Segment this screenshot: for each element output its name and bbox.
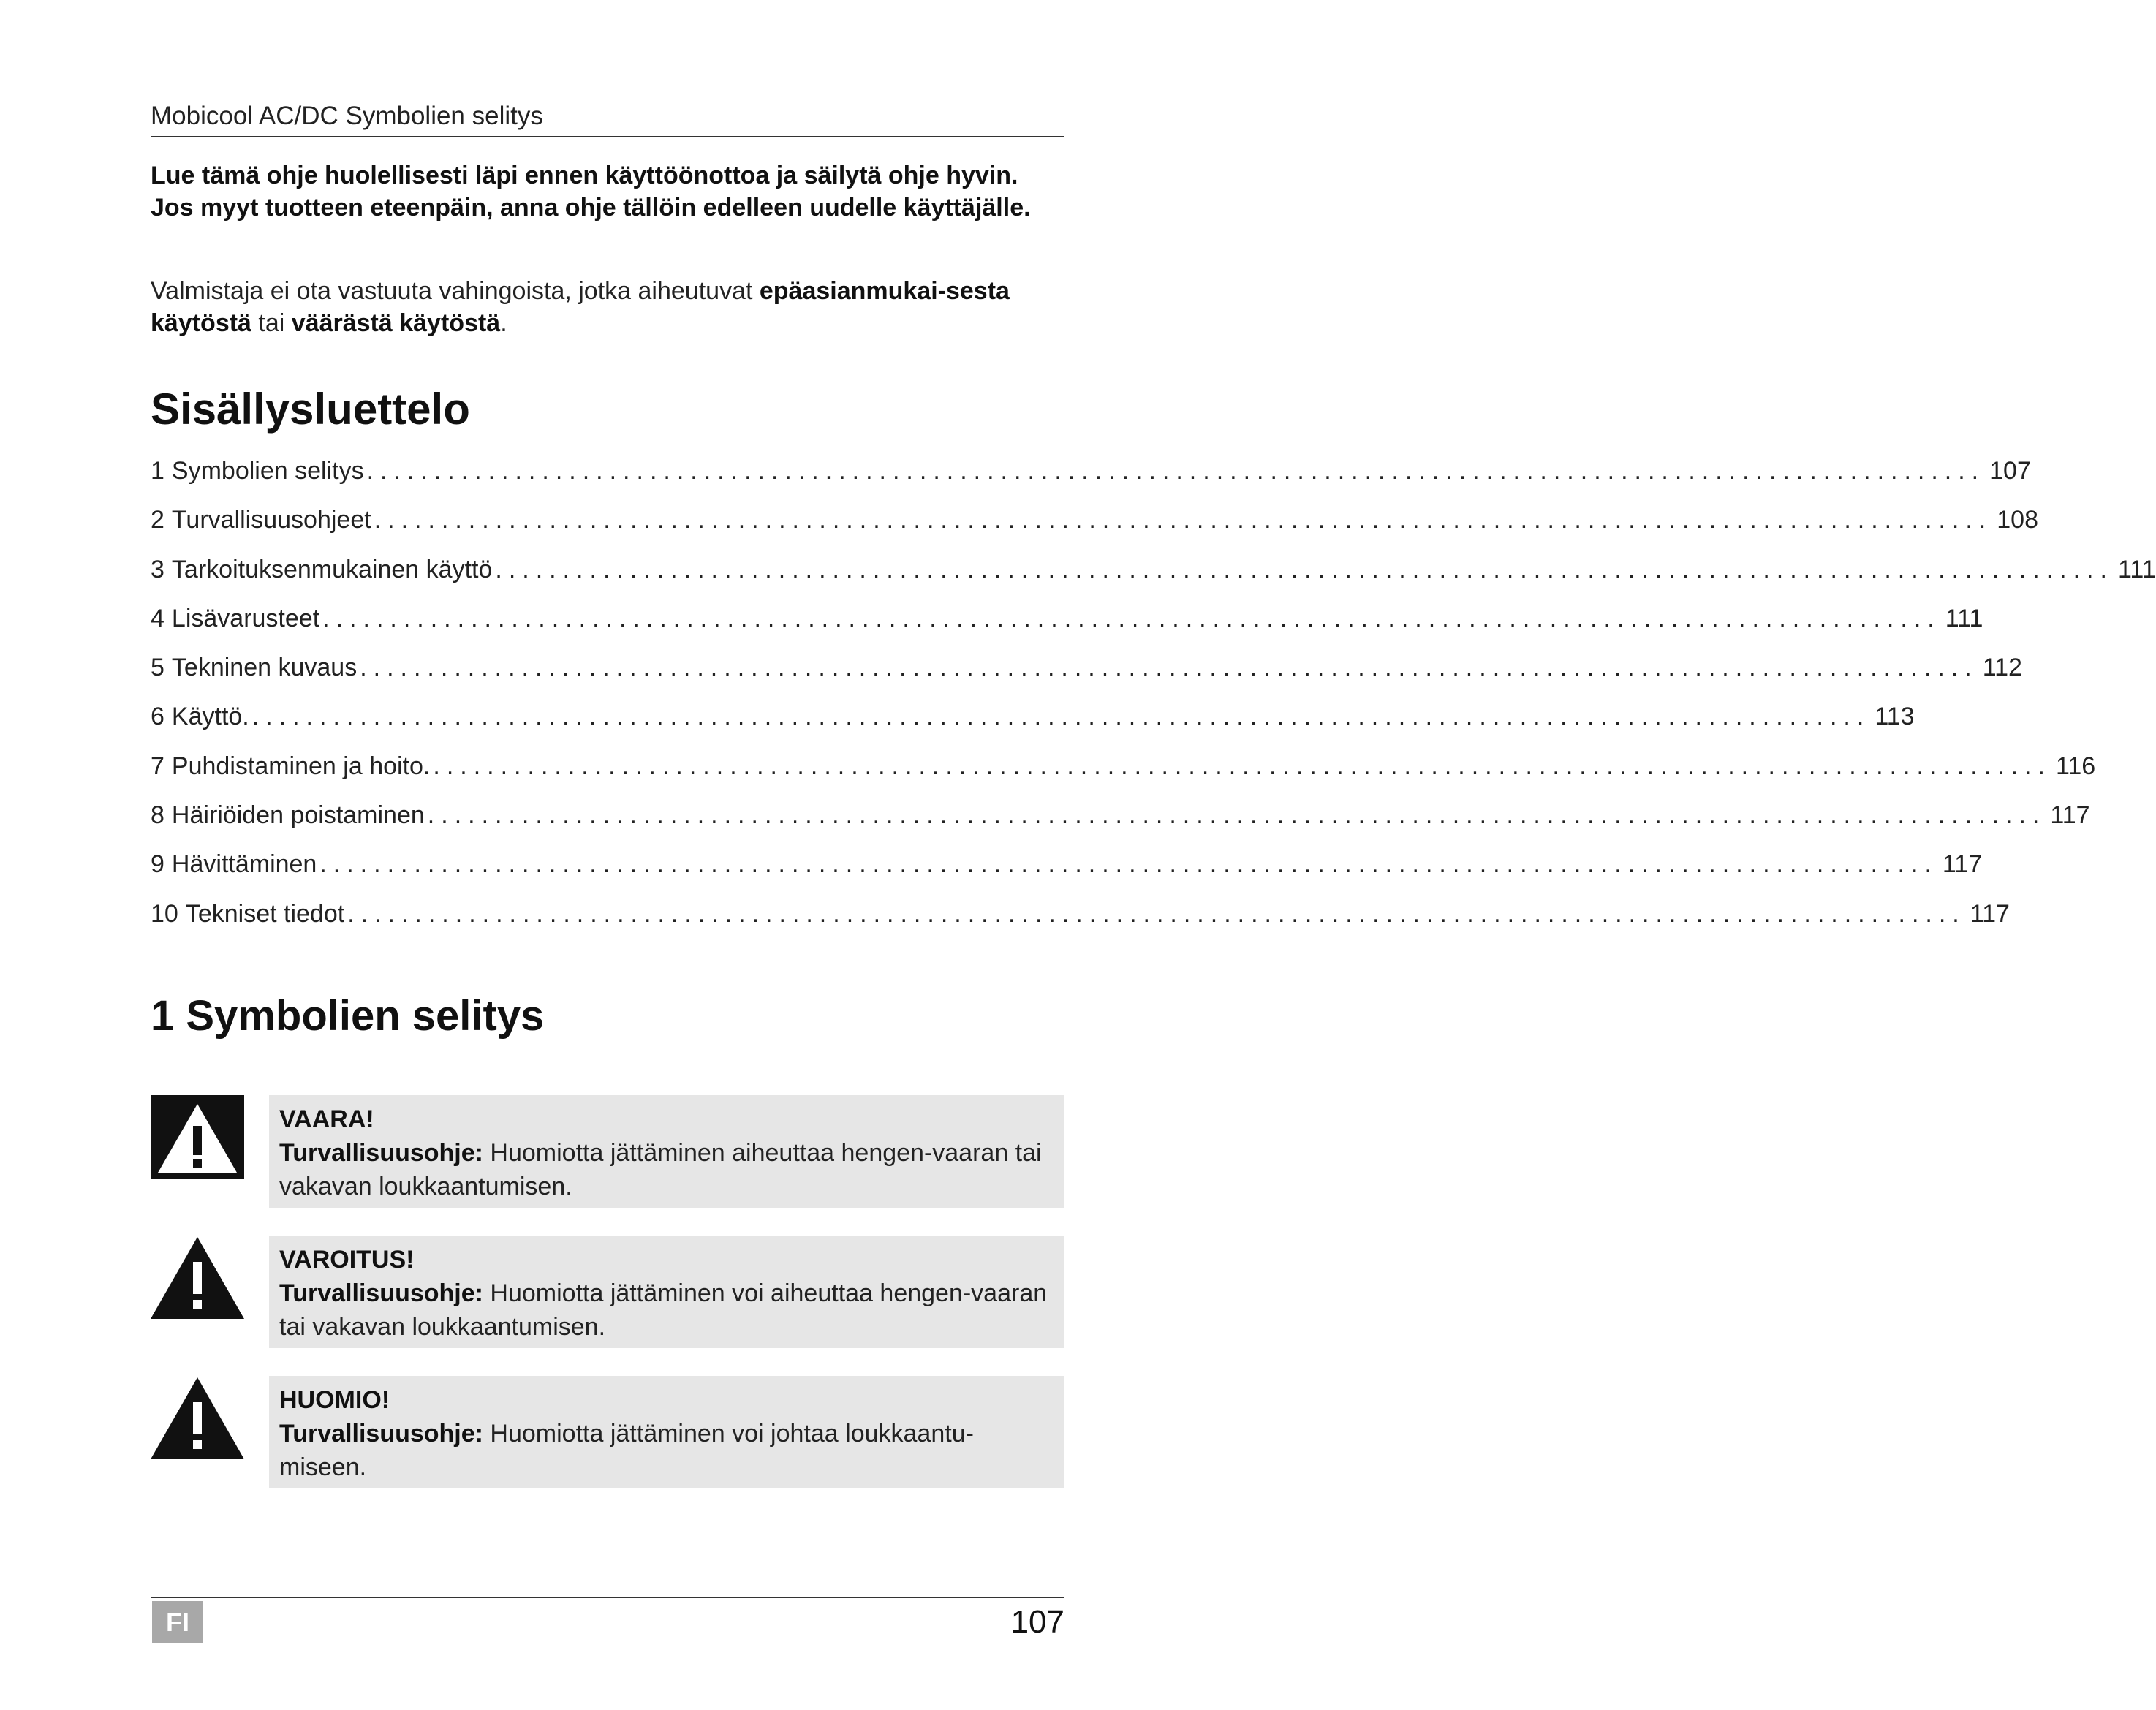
toc-leader-dots: ........................................................................................................................ <box>360 654 1978 682</box>
toc-entry <box>151 644 2022 693</box>
toc-entry-label: Hävittäminen <box>171 850 317 879</box>
notice-body: Huomiotta jättäminen voi johtaa loukkaantu-miseen. <box>279 1420 974 1481</box>
toc-entry-number: 8 <box>151 801 164 830</box>
toc-entry-page: 117 <box>1942 850 1983 879</box>
running-header: Mobicool AC/DC Symbolien selitys <box>151 102 543 130</box>
notice-text <box>279 1276 1054 1344</box>
toc-entry <box>151 841 1983 890</box>
toc-entry-number: 9 <box>151 850 164 879</box>
liability-text-2: tai <box>251 309 292 337</box>
section-heading: 1 Symbolien selitys <box>151 992 545 1040</box>
toc-entry-label: Tekninen kuvaus <box>171 654 358 682</box>
liability-notice <box>151 275 1064 339</box>
liability-emphasis-1: epäasianmukai-sesta käytöstä <box>151 277 1010 337</box>
toc-entry-page: 113 <box>1875 703 1915 731</box>
toc-entry-page: 116 <box>2055 752 2096 780</box>
toc-entry-page: 107 <box>1989 457 2031 485</box>
toc-entry-label: Tekniset tiedot <box>185 899 345 928</box>
toc-entry-number: 5 <box>151 654 164 682</box>
toc-entry-page: 112 <box>1982 654 2022 682</box>
toc-leader-dots: ........................................................................................................................ <box>366 457 1986 485</box>
toc-leader-dots: ........................................................................................................................ <box>374 506 1993 534</box>
toc-entry <box>151 890 2010 939</box>
toc-entry <box>151 595 1983 644</box>
toc-entry-number: 2 <box>151 506 164 534</box>
notice-warning-box <box>269 1236 1064 1348</box>
footer-divider <box>151 1597 1064 1598</box>
toc-entry <box>151 792 2090 841</box>
notice-label: Turvallisuusohje: <box>279 1279 483 1307</box>
toc-entry-number: 4 <box>151 604 164 632</box>
toc-entry-number: 1 <box>151 457 164 485</box>
toc-entry-number: 3 <box>151 555 164 583</box>
toc-title: Sisällysluettelo <box>151 385 470 434</box>
toc-leader-dots: ........................................................................................................................ <box>319 850 1938 879</box>
toc-entry-page: 111 <box>2117 555 2156 583</box>
notice-text <box>279 1417 1054 1484</box>
notice-caution-box <box>269 1376 1064 1488</box>
toc-entry-page: 111 <box>1945 604 1983 632</box>
toc-entry <box>151 447 2031 496</box>
toc-entry-label: Käyttö. <box>171 703 249 731</box>
liability-emphasis-2: väärästä käytöstä <box>291 309 501 337</box>
warning-triangle-icon <box>151 1237 244 1320</box>
toc-entry-label: Puhdistaminen ja hoito. <box>171 752 431 780</box>
liability-text-3: . <box>500 309 507 337</box>
toc-leader-dots: ........................................................................................................................ <box>251 703 1871 731</box>
toc-entry <box>151 496 2038 545</box>
toc-entry-page: 117 <box>2050 801 2090 830</box>
toc-entry-number: 10 <box>151 899 178 928</box>
toc-entry-label: Häiriöiden poistaminen <box>171 801 425 830</box>
toc-entry-number: 7 <box>151 752 164 780</box>
notice-body: Huomiotta jättäminen aiheuttaa hengen-vaaran tai vakavan loukkaantumisen. <box>279 1139 1042 1200</box>
liability-text-1: Valmistaja ei ota vastuuta vahingoista, jotka aiheutuvat <box>151 277 760 305</box>
notice-heading: VAROITUS! <box>279 1246 415 1274</box>
toc-entry-label: Tarkoituksenmukainen käyttö <box>171 555 493 583</box>
notice-heading: HUOMIO! <box>279 1386 390 1414</box>
warning-triangle-boxed-icon <box>151 1095 244 1179</box>
notice-text <box>279 1136 1054 1203</box>
toc-entry <box>151 546 2156 595</box>
toc-leader-dots: ........................................................................................................................ <box>427 801 2046 830</box>
toc-leader-dots: ........................................................................................................................ <box>322 604 1941 632</box>
toc-entry-number: 6 <box>151 703 164 731</box>
table-of-contents <box>151 447 2156 939</box>
header-divider <box>151 136 1064 137</box>
toc-leader-dots: ........................................................................................................................ <box>347 899 1966 928</box>
toc-entry-label: Turvallisuusohjeet <box>171 506 371 534</box>
toc-entry-label: Lisävarusteet <box>171 604 320 632</box>
toc-leader-dots: ........................................................................................................................ <box>433 752 2051 780</box>
toc-entry <box>151 743 2096 792</box>
notice-label: Turvallisuusohje: <box>279 1139 483 1167</box>
language-badge: FI <box>152 1601 203 1643</box>
toc-leader-dots: ........................................................................................................................ <box>495 555 2114 583</box>
notice-body: Huomiotta jättäminen voi aiheuttaa hengen-vaaran tai vakavan loukkaantumisen. <box>279 1279 1048 1341</box>
toc-entry <box>151 693 1915 742</box>
intro-instruction: Lue tämä ohje huolellisesti läpi ennen käyttöönottoa ja säilytä ohje hyvin. Jos myyt tuotteen eteenpäin, anna ohje tällöin edelleen uudelle käyttäjälle. <box>151 162 1031 222</box>
notice-danger-box <box>269 1095 1064 1208</box>
notice-heading: VAARA! <box>279 1105 374 1133</box>
page-number: 107 <box>1010 1604 1064 1640</box>
toc-entry-label: Symbolien selitys <box>171 457 364 485</box>
notice-label: Turvallisuusohje: <box>279 1420 483 1448</box>
warning-triangle-icon <box>151 1377 244 1461</box>
toc-entry-page: 117 <box>1970 899 2010 928</box>
toc-entry-page: 108 <box>1997 506 2038 534</box>
